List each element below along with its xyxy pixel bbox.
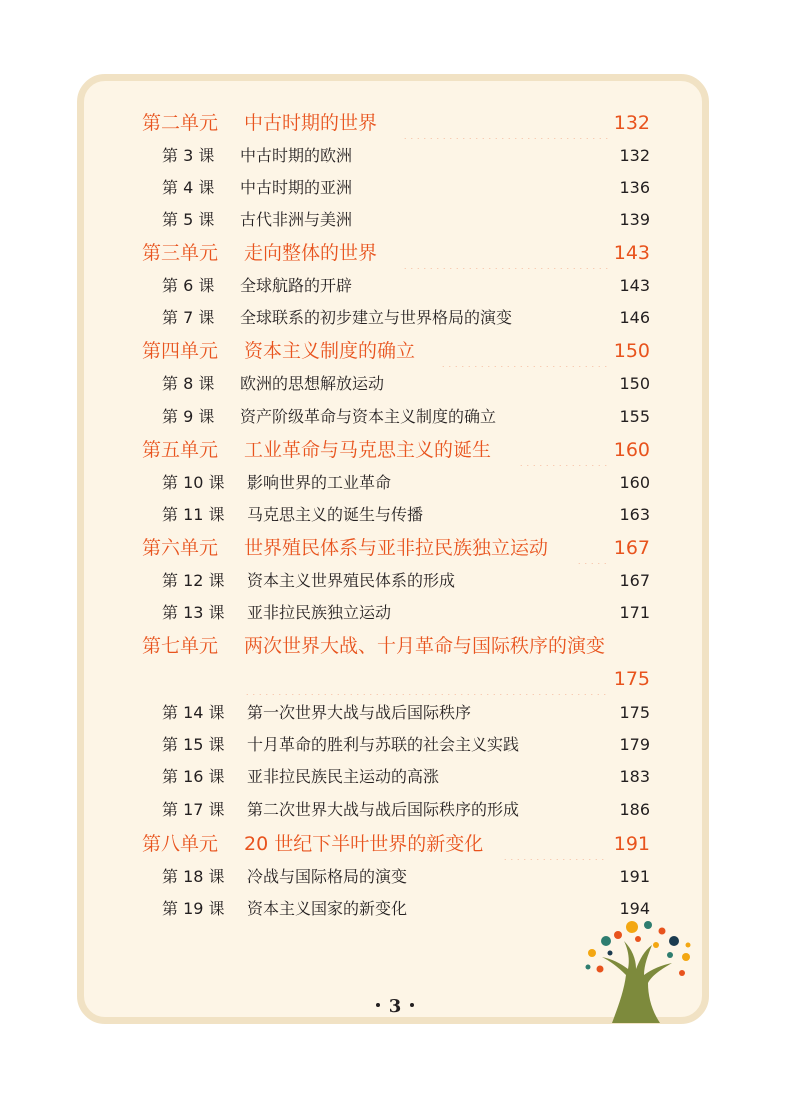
page-number: 150 <box>613 340 650 362</box>
page-number: 155 <box>619 407 650 426</box>
lesson-title: 全球联系的初步建立与世界格局的演变 <box>240 308 513 327</box>
lesson-title: 古代非洲与美洲 <box>240 210 353 229</box>
toc-lesson-row[interactable] <box>0 761 790 793</box>
leader-dots <box>482 761 608 793</box>
leader-dots <box>578 794 608 826</box>
lesson-title: 中古时期的亚洲 <box>240 178 353 197</box>
footer-page-number: 3 <box>388 996 402 1017</box>
toc-lesson-row[interactable] <box>0 697 790 729</box>
leader-dots <box>462 499 608 531</box>
lesson-number: 第 3 课 <box>162 146 215 165</box>
lesson-number: 第 5 课 <box>162 210 215 229</box>
lesson-title: 马克思主义的诞生与传播 <box>247 505 424 524</box>
page-number: 163 <box>619 505 650 524</box>
lesson-title: 第一次世界大战与战后国际秩序 <box>247 703 472 722</box>
unit-title: 工业革命与马克思主义的诞生 <box>244 439 492 461</box>
page-number: 160 <box>613 439 650 461</box>
unit-number: 第六单元 <box>142 537 219 559</box>
toc-lesson-row[interactable] <box>0 597 790 629</box>
page-number: 186 <box>619 800 650 819</box>
toc-unit-row[interactable] <box>0 532 790 564</box>
lesson-number: 第 9 课 <box>162 407 215 426</box>
toc-lesson-row[interactable] <box>0 401 790 433</box>
unit-number: 第五单元 <box>142 439 219 461</box>
lesson-number: 第 6 课 <box>162 276 215 295</box>
toc-unit-row[interactable] <box>0 434 790 466</box>
page-number: 179 <box>619 735 650 754</box>
toc-unit-row-continuation[interactable] <box>0 663 790 695</box>
leader-dots <box>522 697 608 729</box>
toc-lesson-row[interactable] <box>0 302 790 334</box>
toc-unit-row[interactable] <box>0 237 790 269</box>
toc-lesson-row[interactable] <box>0 794 790 826</box>
lesson-title: 全球航路的开辟 <box>240 276 353 295</box>
lesson-title: 影响世界的工业革命 <box>247 473 392 492</box>
toc-unit-row[interactable] <box>0 107 790 139</box>
lesson-number: 第 7 课 <box>162 308 215 327</box>
lesson-number: 第 18 课 <box>162 867 225 886</box>
page-number: 191 <box>619 867 650 886</box>
leader-dots <box>440 335 608 367</box>
leader-dots <box>244 663 608 695</box>
leader-dots <box>578 729 608 761</box>
tree-illustration-icon <box>582 917 694 1023</box>
lesson-title: 资本主义世界殖民体系的形成 <box>247 571 456 590</box>
leader-dots <box>502 828 608 860</box>
page-number: 160 <box>619 473 650 492</box>
toc-lesson-row[interactable] <box>0 204 790 236</box>
lesson-number: 第 13 课 <box>162 603 225 622</box>
toc-lesson-row[interactable] <box>0 270 790 302</box>
lesson-number: 第 17 课 <box>162 800 225 819</box>
lesson-title: 冷战与国际格局的演变 <box>247 867 408 886</box>
unit-number: 第七单元 <box>142 635 219 657</box>
lesson-number: 第 14 课 <box>162 703 225 722</box>
bullet-icon <box>410 1003 414 1007</box>
unit-title: 中古时期的世界 <box>244 112 378 134</box>
toc-lesson-row[interactable] <box>0 368 790 400</box>
toc-lesson-row[interactable] <box>0 499 790 531</box>
page-number: 132 <box>619 146 650 165</box>
toc-lesson-row[interactable] <box>0 172 790 204</box>
page-number: 136 <box>619 178 650 197</box>
toc-lesson-row[interactable] <box>0 861 790 893</box>
toc-lesson-row[interactable] <box>0 565 790 597</box>
lesson-number: 第 11 课 <box>162 505 225 524</box>
toc-unit-row[interactable] <box>0 828 790 860</box>
unit-number: 第二单元 <box>142 112 219 134</box>
lesson-title: 欧洲的思想解放运动 <box>240 374 385 393</box>
lesson-number: 第 10 课 <box>162 473 225 492</box>
lesson-title: 亚非拉民族独立运动 <box>247 603 392 622</box>
page-number: 143 <box>613 242 650 264</box>
lesson-number: 第 15 课 <box>162 735 225 754</box>
unit-number: 第四单元 <box>142 340 219 362</box>
unit-number: 第八单元 <box>142 833 219 855</box>
page-number: 167 <box>619 571 650 590</box>
toc-lesson-row[interactable] <box>0 140 790 172</box>
lesson-title: 资本主义国家的新变化 <box>247 899 408 918</box>
lesson-number: 第 4 课 <box>162 178 215 197</box>
leader-dots <box>424 368 608 400</box>
unit-title: 资本主义制度的确立 <box>244 340 416 362</box>
page-number: 167 <box>613 537 650 559</box>
leader-dots <box>500 565 608 597</box>
lesson-number: 第 19 课 <box>162 899 225 918</box>
leader-dots <box>424 597 608 629</box>
lesson-title: 第二次世界大战与战后国际秩序的形成 <box>247 800 520 819</box>
page-number: 183 <box>619 767 650 786</box>
lesson-number: 第 16 课 <box>162 767 225 786</box>
page-number: 150 <box>619 374 650 393</box>
toc-lesson-row[interactable] <box>0 729 790 761</box>
unit-title: 两次世界大战、十月革命与国际秩序的演变 <box>244 635 606 657</box>
leader-dots <box>402 237 608 269</box>
lesson-title: 十月革命的胜利与苏联的社会主义实践 <box>247 735 520 754</box>
lesson-number: 第 8 课 <box>162 374 215 393</box>
leader-dots <box>402 107 608 139</box>
page-number: 146 <box>619 308 650 327</box>
page-number: 175 <box>619 703 650 722</box>
leader-dots <box>388 140 606 172</box>
page-number: 175 <box>613 668 650 690</box>
unit-number: 第三单元 <box>142 242 219 264</box>
leader-dots <box>518 434 608 466</box>
leader-dots <box>388 172 606 204</box>
page-number: 132 <box>613 112 650 134</box>
lesson-title: 亚非拉民族民主运动的高涨 <box>247 767 440 786</box>
page-number: 191 <box>613 833 650 855</box>
leader-dots <box>444 861 608 893</box>
leader-dots <box>388 204 606 236</box>
unit-title: 世界殖民体系与亚非拉民族独立运动 <box>244 537 549 559</box>
leader-dots <box>576 302 608 334</box>
leader-dots <box>388 270 606 302</box>
page-number: 139 <box>619 210 650 229</box>
lesson-title: 资产阶级革命与资本主义制度的确立 <box>240 407 497 426</box>
leader-dots <box>426 467 608 499</box>
toc-lesson-row[interactable] <box>0 467 790 499</box>
page-number: 194 <box>619 899 650 918</box>
leader-dots <box>576 532 608 564</box>
lesson-title: 中古时期的欧洲 <box>240 146 353 165</box>
lesson-number: 第 12 课 <box>162 571 225 590</box>
page-number: 171 <box>619 603 650 622</box>
toc-unit-row[interactable] <box>0 630 790 662</box>
toc-unit-row[interactable] <box>0 335 790 367</box>
leader-dots <box>556 401 608 433</box>
page-number: 143 <box>619 276 650 295</box>
bullet-icon <box>376 1003 380 1007</box>
unit-title: 20 世纪下半叶世界的新变化 <box>244 833 484 855</box>
unit-title: 走向整体的世界 <box>244 242 378 264</box>
